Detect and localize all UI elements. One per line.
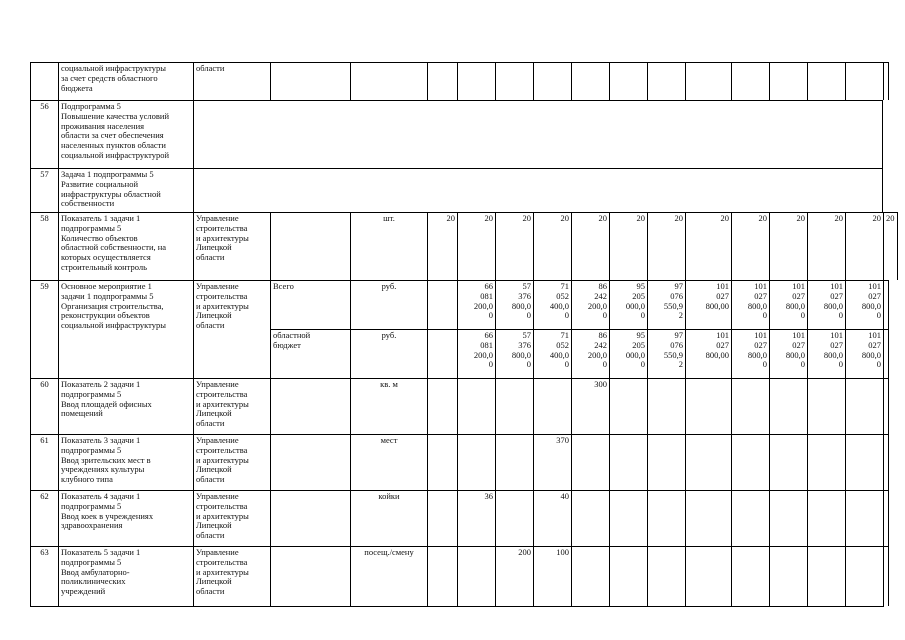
row-source [270,212,350,280]
value-cell [495,378,533,434]
value-cell: 20 [685,212,731,280]
row-responsible: Управление строительства и архитектуры Липецкой области [193,212,270,280]
row-number: 56 [30,100,58,168]
value-cell: 20 [427,212,457,280]
row-responsible: Управление строительства и архитектуры Липецкой области [193,546,270,606]
value-cell: 57 376 800,0 0 [495,280,533,329]
value-cell [609,546,647,606]
row-number: 58 [30,212,58,280]
value-cell: 20 [883,212,898,280]
value-cell: 101 027 800,0 0 [807,280,845,329]
value-cell [883,546,889,606]
value-cell: 95 205 000,0 0 [609,329,647,378]
value-cell: 20 [495,212,533,280]
value-cell [807,62,845,100]
row-responsible: Управление строительства и архитектуры Липецкой области [193,280,270,378]
row-unit: руб. [350,329,427,378]
value-cell [647,434,685,490]
value-cell: 20 [769,212,807,280]
value-cell [731,434,769,490]
value-cell: 101 027 800,0 0 [845,280,883,329]
row-source [270,434,350,490]
row-name: Показатель 4 задачи 1 подпрограммы 5 Ввод коек в учреждениях здравоохранения [58,490,193,546]
value-cell [845,546,883,606]
value-cell: 66 081 200,0 0 [457,280,495,329]
row-name: Показатель 5 задачи 1 подпрограммы 5 Ввод амбулаторно- поликлинических учреждений [58,546,193,606]
value-cell [457,378,495,434]
value-cell [845,62,883,100]
value-cell [609,62,647,100]
value-cell [883,378,889,434]
value-cell: 20 [609,212,647,280]
value-cell [495,434,533,490]
value-cell [609,434,647,490]
row-source: Всего [270,280,350,329]
value-cell [685,62,731,100]
value-cell [571,434,609,490]
value-cell: 20 [807,212,845,280]
value-cell [807,434,845,490]
row-unit: посещ./смену [350,546,427,606]
value-cell [883,62,889,100]
row-span-cell [193,100,883,168]
row-name: Подпрограмма 5 Повышение качества условий проживания населения области за счет обеспечения населенных пунктов области социальной инфраструктурой [58,100,193,168]
row-unit [350,62,427,100]
row-number: 63 [30,546,58,606]
row-responsible: Управление строительства и архитектуры Липецкой области [193,434,270,490]
value-cell [769,434,807,490]
value-cell [533,378,571,434]
row-number: 61 [30,434,58,490]
row-unit: койки [350,490,427,546]
value-cell [647,490,685,546]
value-cell [533,62,571,100]
value-cell: 66 081 200,0 0 [457,329,495,378]
row-unit: кв. м [350,378,427,434]
value-cell: 101 027 800,0 0 [845,329,883,378]
row-source [270,546,350,606]
value-cell: 97 076 550,9 2 [647,280,685,329]
value-cell [457,62,495,100]
value-cell: 20 [457,212,495,280]
value-cell: 86 242 200,0 0 [571,329,609,378]
value-cell: 71 052 400,0 0 [533,280,571,329]
value-cell [647,378,685,434]
value-cell: 101 027 800,0 0 [807,329,845,378]
value-cell [883,280,889,329]
value-cell [457,546,495,606]
row-name: Основное мероприятие 1 задачи 1 подпрограммы 5 Организация строительства, реконструкции объектов социальной инфраструктуры [58,280,193,378]
value-cell: 20 [571,212,609,280]
value-cell: 20 [731,212,769,280]
value-cell: 101 027 800,0 0 [769,329,807,378]
value-cell [427,62,457,100]
value-cell [845,490,883,546]
value-cell: 86 242 200,0 0 [571,280,609,329]
value-cell: 300 [571,378,609,434]
row-source [270,490,350,546]
value-cell [427,329,457,378]
value-cell: 20 [845,212,883,280]
value-cell [685,490,731,546]
value-cell [571,490,609,546]
value-cell [495,62,533,100]
row-span-cell [193,168,883,212]
value-cell: 101 027 800,00 [685,329,731,378]
value-cell: 101 027 800,00 [685,280,731,329]
value-cell [571,62,609,100]
value-cell [731,490,769,546]
table-bottom-border [30,606,884,607]
value-cell [807,378,845,434]
value-cell: 36 [457,490,495,546]
row-number: 59 [30,280,58,378]
value-cell [769,490,807,546]
value-cell [731,62,769,100]
value-cell [845,378,883,434]
value-cell [685,378,731,434]
value-cell [685,546,731,606]
row-name: социальной инфраструктуры за счет средств областного бюджета [58,62,193,100]
value-cell: 101 027 800,0 0 [731,280,769,329]
value-cell [845,434,883,490]
value-cell [807,490,845,546]
value-cell [769,546,807,606]
value-cell [883,490,889,546]
value-cell [883,434,889,490]
value-cell: 101 027 800,0 0 [731,329,769,378]
value-cell [427,490,457,546]
value-cell [571,546,609,606]
value-cell: 20 [647,212,685,280]
value-cell: 100 [533,546,571,606]
value-cell [769,378,807,434]
value-cell: 101 027 800,0 0 [769,280,807,329]
row-name: Показатель 1 задачи 1 подпрограммы 5 Количество объектов областной собственности, на которых осуществляется строительный контроль [58,212,193,280]
value-cell [769,62,807,100]
value-cell [427,434,457,490]
row-responsible: Управление строительства и архитектуры Липецкой области [193,490,270,546]
row-source [270,378,350,434]
row-number [30,62,58,100]
value-cell [807,546,845,606]
value-cell: 40 [533,490,571,546]
value-cell [457,434,495,490]
value-cell [427,280,457,329]
value-cell: 57 376 800,0 0 [495,329,533,378]
value-cell [609,378,647,434]
value-cell [427,546,457,606]
value-cell [647,62,685,100]
row-number: 62 [30,490,58,546]
row-name: Показатель 3 задачи 1 подпрограммы 5 Ввод зрительских мест в учреждениях культуры клубного типа [58,434,193,490]
row-number: 57 [30,168,58,212]
value-cell: 71 052 400,0 0 [533,329,571,378]
value-cell: 20 [533,212,571,280]
row-responsible: области [193,62,270,100]
value-cell: 95 205 000,0 0 [609,280,647,329]
value-cell: 200 [495,546,533,606]
value-cell [731,546,769,606]
row-unit: мест [350,434,427,490]
row-name: Показатель 2 задачи 1 подпрограммы 5 Ввод площадей офисных помещений [58,378,193,434]
value-cell [427,378,457,434]
row-unit: шт. [350,212,427,280]
row-source [270,62,350,100]
row-source: областной бюджет [270,329,350,378]
row-number: 60 [30,378,58,434]
value-cell: 370 [533,434,571,490]
row-responsible: Управление строительства и архитектуры Липецкой области [193,378,270,434]
value-cell [647,546,685,606]
row-unit: руб. [350,280,427,329]
value-cell [731,378,769,434]
value-cell [495,490,533,546]
value-cell [609,490,647,546]
value-cell: 97 076 550,9 2 [647,329,685,378]
value-cell [685,434,731,490]
value-cell [883,329,889,378]
row-name: Задача 1 подпрограммы 5 Развитие социальной инфраструктуры областной собственности [58,168,193,212]
